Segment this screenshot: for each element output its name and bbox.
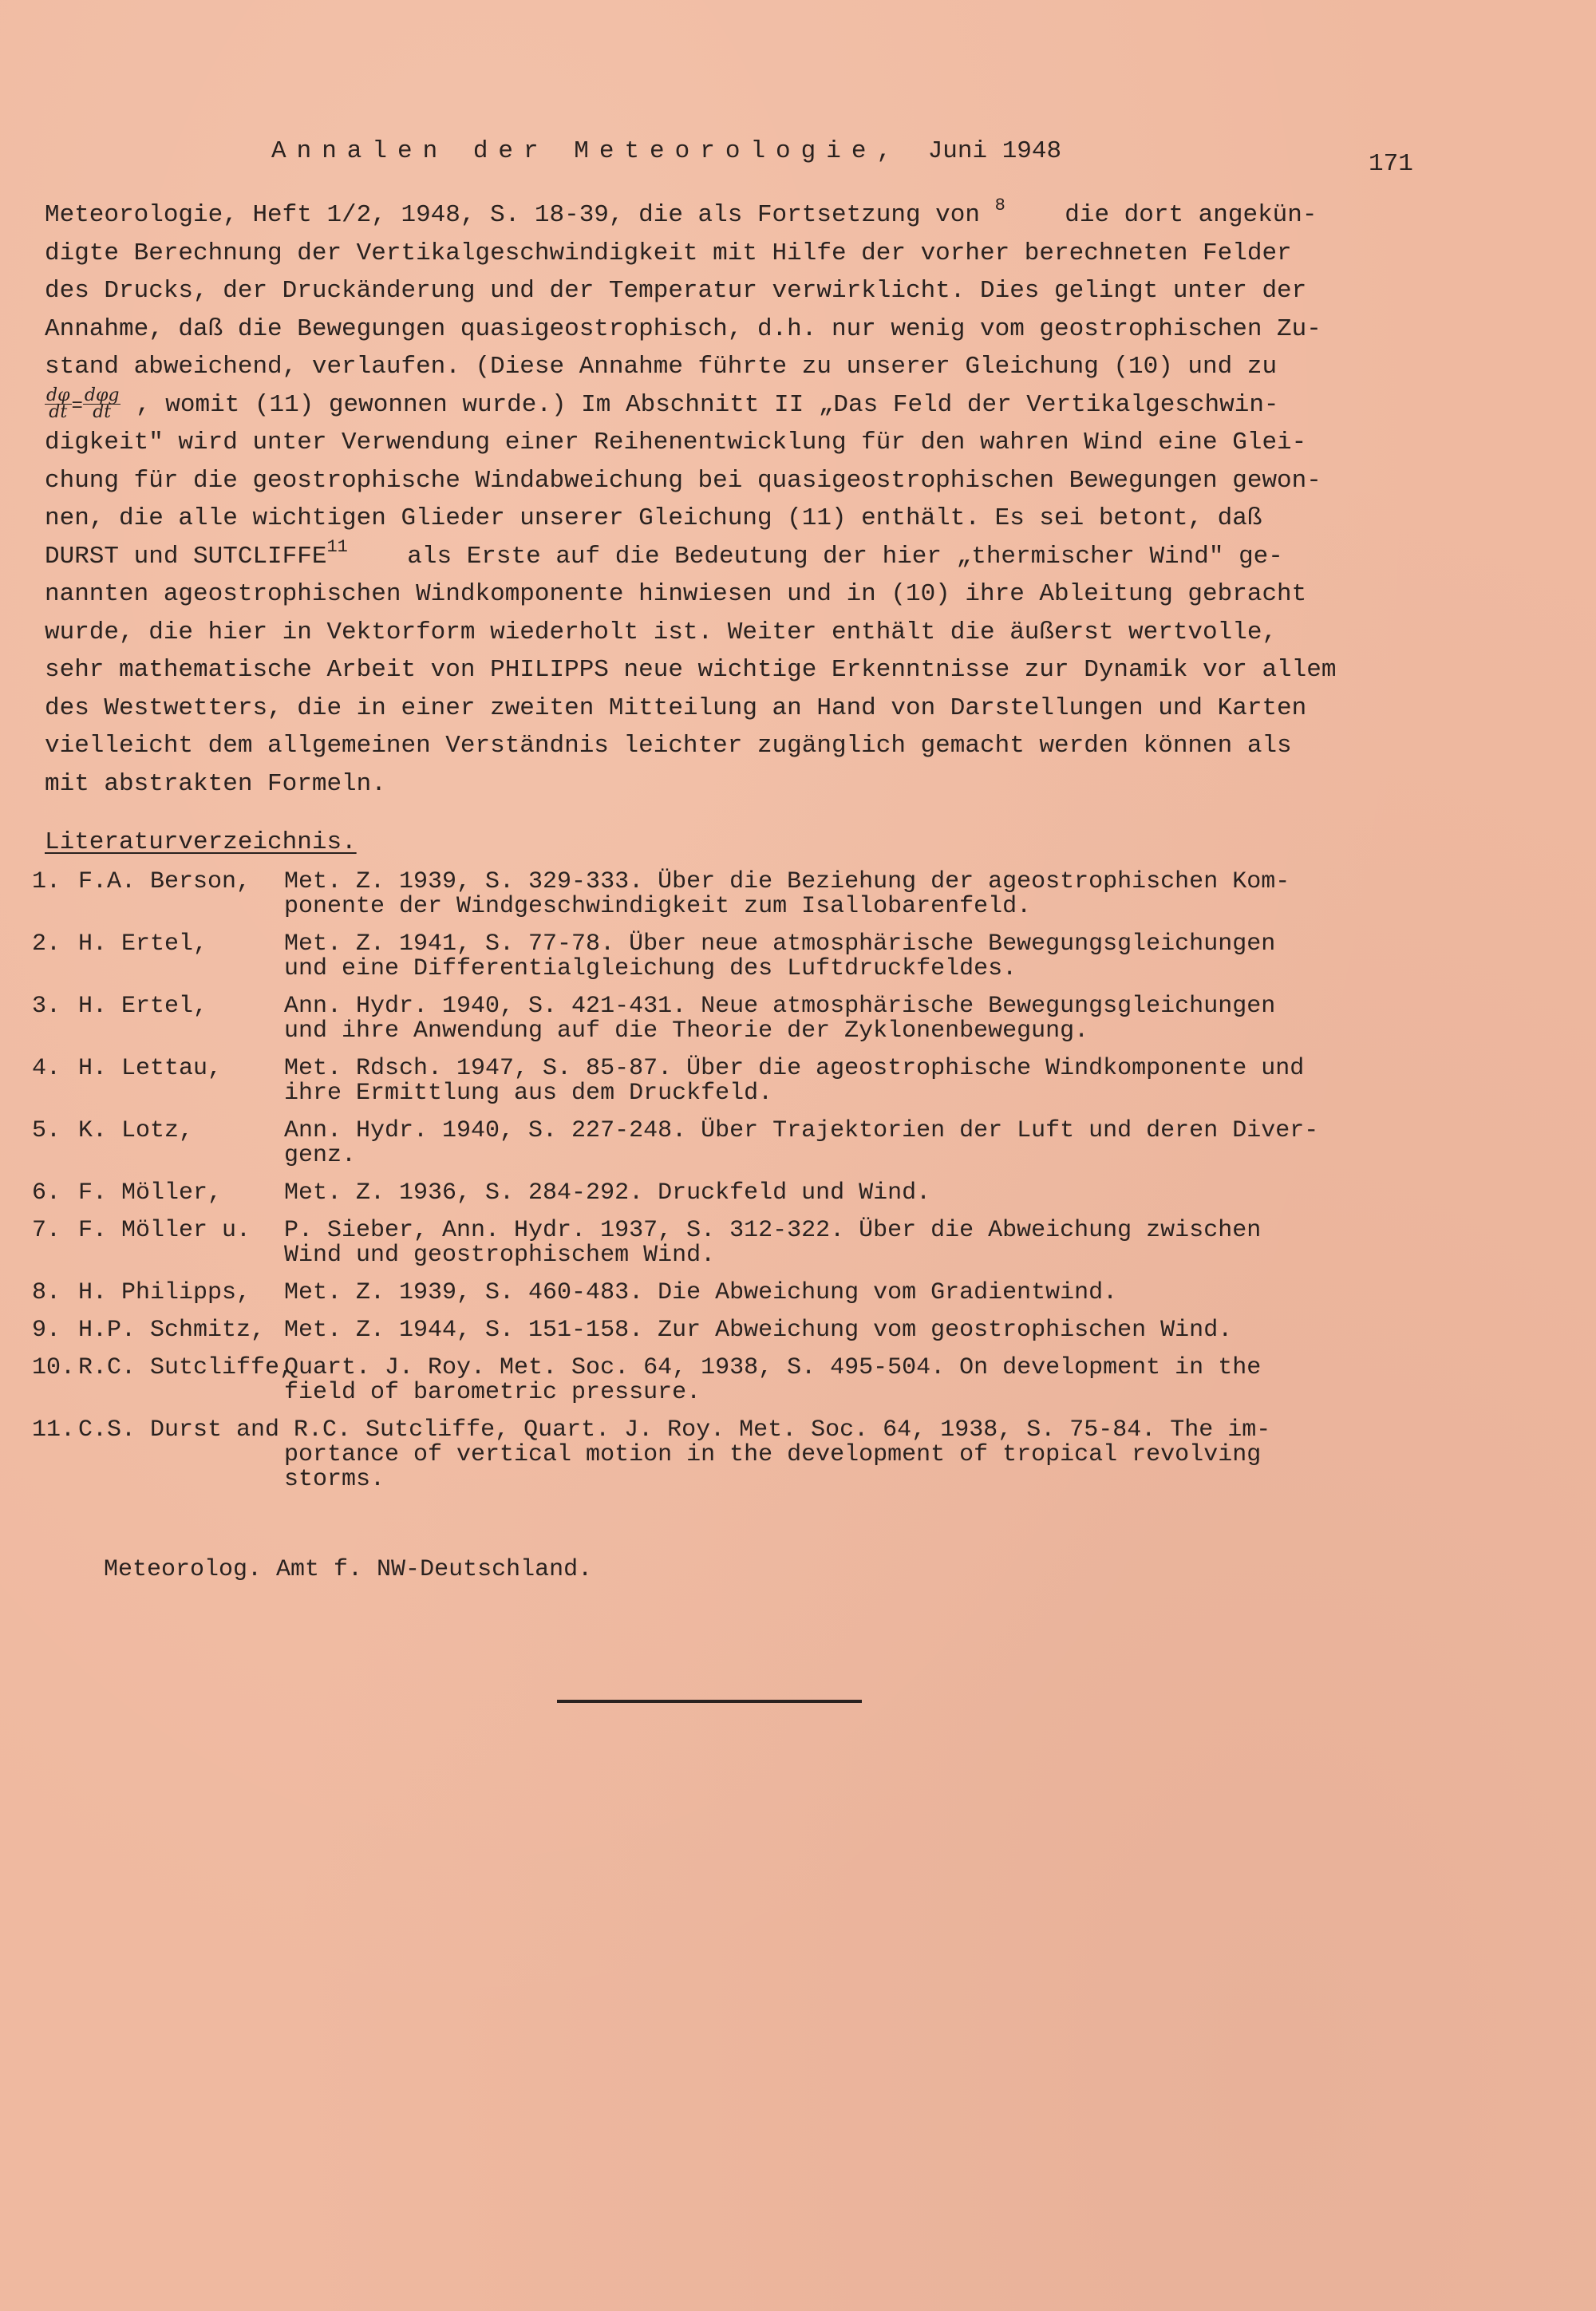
- reference-text-cont: ponente der Windgeschwindigkeit zum Isallobarenfeld.: [284, 893, 1032, 920]
- reference-first-line: [78, 1418, 1420, 1443]
- reference-text: Met. Z. 1939, S. 329-333. Über die Beziehung der ageostrophischen Kom-: [284, 868, 1290, 895]
- reference-number: 2.: [32, 930, 61, 958]
- body-line: [45, 196, 1401, 235]
- reference-item: [32, 1356, 1420, 1405]
- reference-number: 4.: [32, 1055, 61, 1082]
- institution-signature: Meteorolog. Amt f. NW-Deutschland.: [104, 1556, 593, 1583]
- end-divider: [557, 1700, 862, 1703]
- reference-item: [32, 1057, 1420, 1106]
- body-line: Annahme, daß die Bewegungen quasigeostrophisch, d.h. nur wenig vom geostrophischen Zu-: [45, 314, 1321, 343]
- reference-item: [32, 994, 1420, 1044]
- reference-author: F.A. Berson,: [78, 868, 251, 895]
- reference-item: [32, 1181, 1420, 1206]
- reference-author: K. Lotz,: [78, 1117, 194, 1144]
- body-line: sehr mathematische Arbeit von PHILIPPS neue wichtige Erkenntnisse zur Dynamik vor allem: [45, 656, 1337, 684]
- body-line-tail: die dort angekün-: [1065, 201, 1317, 229]
- reference-author: H. Lettau,: [78, 1055, 223, 1082]
- reference-item: [32, 932, 1420, 982]
- formula-equals: =: [71, 395, 83, 417]
- reference-text-cont: und ihre Anwendung auf die Theorie der Zyklonenbewegung.: [284, 1017, 1089, 1045]
- reference-text: P. Sieber, Ann. Hydr. 1937, S. 312-322. Über die Abweichung zwischen: [284, 1217, 1262, 1244]
- reference-text: Quart. J. Roy. Met. Soc. 64, 1938, S. 75-84. The im-: [523, 1416, 1271, 1444]
- body-line: digkeit" wird unter Verwendung einer Reihenentwicklung für den wahren Wind eine Glei-: [45, 429, 1307, 456]
- body-line-tail: als Erste auf die Bedeutung der hier „thermischer Wind" ge-: [407, 542, 1283, 571]
- reference-list: [32, 870, 1420, 1505]
- footnote-ref: 11: [326, 536, 348, 557]
- reference-author: H. Ertel,: [78, 993, 208, 1020]
- reference-item: [32, 1281, 1420, 1306]
- reference-text: Met. Z. 1939, S. 460-483. Die Abweichung vom Gradientwind.: [284, 1279, 1118, 1306]
- page-number: 171: [1369, 150, 1413, 178]
- literature-heading: Literaturverzeichnis.: [45, 828, 357, 856]
- reference-item: [32, 1418, 1420, 1492]
- body-line: mit abstrakten Formeln.: [45, 769, 386, 798]
- formula-numerator: dφg: [84, 385, 120, 405]
- body-paragraph: [45, 196, 1401, 803]
- journal-title: Annalen der Meteorologie,: [271, 137, 903, 165]
- reference-item: [32, 870, 1420, 919]
- reference-author: F. Möller u.: [78, 1217, 251, 1244]
- reference-number: 3.: [32, 993, 61, 1020]
- body-line: [45, 386, 1401, 425]
- body-line: chung für die geostrophische Windabweichung bei quasigeostrophischen Bewegungen gewon-: [45, 466, 1321, 495]
- reference-text-cont: portance of vertical motion in the development of tropical revolving: [284, 1441, 1262, 1468]
- body-line: des Westwetters, die in einer zweiten Mitteilung an Hand von Darstellungen und Karten: [45, 693, 1307, 722]
- body-line: vielleicht dem allgemeinen Verständnis leichter zugänglich gemacht werden können als: [45, 732, 1292, 760]
- reference-author: C.S. Durst and R.C. Sutcliffe,: [78, 1416, 510, 1444]
- body-line: nen, die alle wichtigen Glieder unserer Gleichung (11) enthält. Es sei betont, daß: [45, 504, 1262, 532]
- reference-text: Ann. Hydr. 1940, S. 421-431. Neue atmosphärische Bewegungsgleichungen: [284, 993, 1276, 1020]
- reference-author: H.P. Schmitz,: [78, 1317, 266, 1344]
- body-line-text: Meteorologie, Heft 1/2, 1948, S. 18-39, die als Fortsetzung von: [45, 201, 980, 229]
- body-line: nannten ageostrophischen Windkomponente hinwiesen und in (10) ihre Ableitung gebracht: [45, 580, 1307, 608]
- reference-author: R.C. Sutcliffe,: [78, 1354, 294, 1381]
- reference-author: H. Ertel,: [78, 930, 208, 958]
- reference-text-cont: storms.: [284, 1466, 385, 1493]
- formula-denominator: dt: [93, 401, 112, 422]
- reference-number: 6.: [32, 1179, 61, 1207]
- body-line: stand abweichend, verlaufen. (Diese Annahme führte zu unserer Gleichung (10) und zu: [45, 353, 1278, 381]
- running-header: [271, 137, 1061, 165]
- footnote-ref: 8: [994, 196, 1005, 215]
- reference-number: 8.: [32, 1279, 61, 1306]
- reference-text: Met. Z. 1936, S. 284-292. Druckfeld und Wind.: [284, 1179, 931, 1207]
- body-line: wurde, die hier in Vektorform wiederholt ist. Weiter enthält die äußerst wertvolle,: [45, 618, 1278, 646]
- reference-number: 7.: [32, 1217, 61, 1244]
- reference-number: 1.: [32, 868, 61, 895]
- reference-number: 9.: [32, 1317, 61, 1344]
- body-line: des Drucks, der Druckänderung und der Temperatur verwirklicht. Dies gelingt unter der: [45, 277, 1307, 305]
- reference-item: [32, 1119, 1420, 1168]
- body-line-text: DURST und SUTCLIFFE: [45, 542, 327, 571]
- formula-numerator: dφ: [46, 385, 70, 405]
- formula-denominator: dt: [49, 401, 68, 422]
- reference-author: F. Möller,: [78, 1179, 223, 1207]
- reference-text: Met. Rdsch. 1947, S. 85-87. Über die ageostrophische Windkomponente und: [284, 1055, 1305, 1082]
- reference-text: Met. Z. 1941, S. 77-78. Über neue atmosphärische Bewegungsgleichungen: [284, 930, 1276, 958]
- reference-author: H. Philipps,: [78, 1279, 251, 1306]
- reference-text-cont: field of barometric pressure.: [284, 1379, 701, 1406]
- reference-number: 5.: [32, 1117, 61, 1144]
- reference-text: Ann. Hydr. 1940, S. 227-248. Über Trajektorien der Luft und deren Diver-: [284, 1117, 1319, 1144]
- reference-text: Quart. J. Roy. Met. Soc. 64, 1938, S. 495-504. On development in the: [284, 1354, 1262, 1381]
- reference-text-cont: genz.: [284, 1142, 357, 1169]
- formula-fraction: [45, 385, 72, 422]
- reference-item: [32, 1318, 1420, 1343]
- formula-fraction: [83, 385, 121, 422]
- issue-date: Juni 1948: [927, 137, 1062, 165]
- reference-text: Met. Z. 1944, S. 151-158. Zur Abweichung vom geostrophischen Wind.: [284, 1317, 1233, 1344]
- reference-text-cont: ihre Ermittlung aus dem Druckfeld.: [284, 1080, 773, 1107]
- body-line: [45, 538, 1401, 576]
- body-line: digte Berechnung der Vertikalgeschwindigkeit mit Hilfe der vorher berechneten Felder: [45, 239, 1292, 267]
- body-line-text: , womit (11) gewonnen wurde.) Im Abschnitt II „Das Feld der Vertikalgeschwin-: [136, 390, 1279, 419]
- reference-text-cont: Wind und geostrophischem Wind.: [284, 1242, 716, 1269]
- reference-number: 11.: [32, 1416, 76, 1444]
- reference-item: [32, 1219, 1420, 1268]
- reference-text-cont: und eine Differentialgleichung des Luftdruckfeldes.: [284, 955, 1017, 982]
- reference-number: 10.: [32, 1354, 76, 1381]
